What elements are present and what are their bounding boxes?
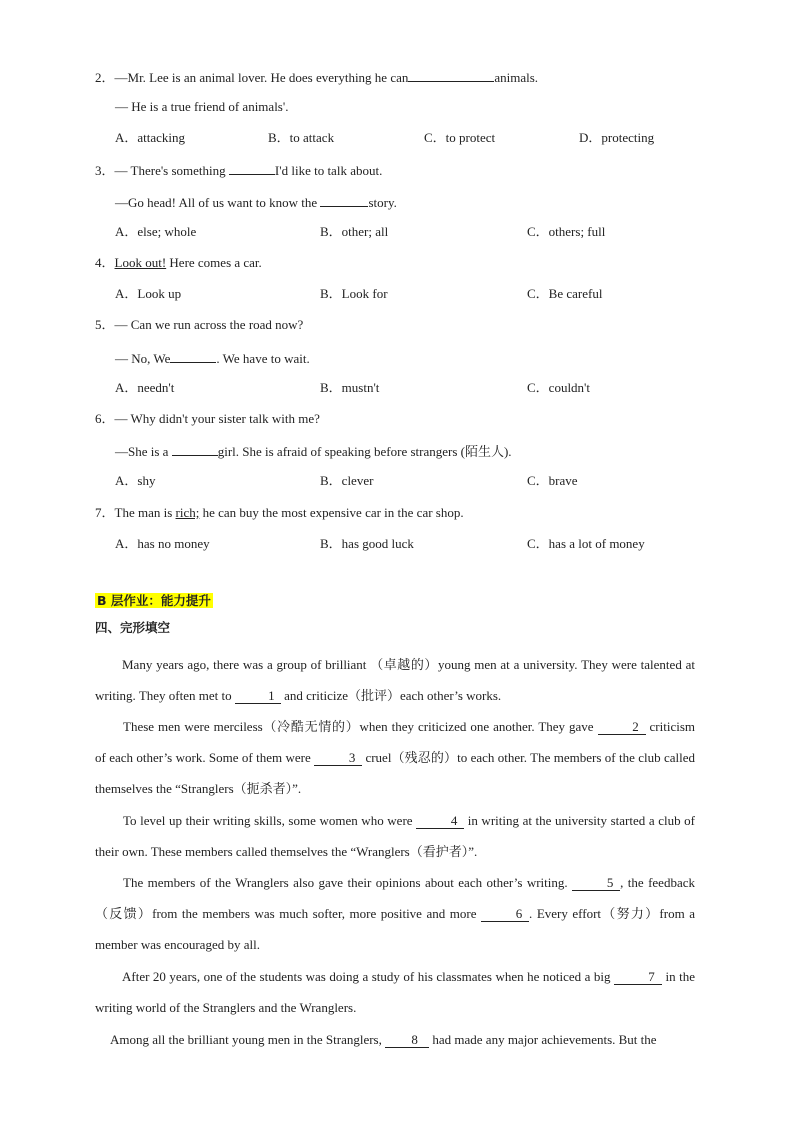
option-a: A．attacking (115, 130, 186, 145)
option-c: C．Be careful (527, 286, 603, 301)
answer-blank (170, 348, 216, 363)
cloze-blank-1: 1 (235, 689, 281, 704)
passage-paragraph-5: After 20 years, one of the students was doing a study of his classmates when he noticed a big 7 in the writing world of the Stranglers and the Wranglers. (95, 969, 695, 1015)
question-2-line-2: — He is a true friend of animals'. (115, 99, 289, 114)
option-a: A．else; whole (115, 224, 197, 239)
underlined-phrase: rich; (175, 505, 200, 520)
question-3-line-2: —Go head! All of us want to know the story. (115, 192, 397, 212)
cloze-blank-7: 7 (614, 970, 662, 985)
passage-paragraph-2: These men were merciless（冷酷无情的）when they criticized one another. They gave 2 criticism of each other’s work. Some of them were 3 cruel（残忍的）to each other. The members of the club called themselves the “Stranglers（扼杀者）”. (95, 719, 695, 796)
answer-blank (408, 67, 494, 82)
question-3-line-1: 3．— There's something I'd like to talk about. (95, 160, 382, 180)
question-4-line: 4．Look out! Here comes a car. (95, 255, 262, 270)
cloze-blank-3: 3 (314, 751, 362, 766)
question-2-line-1: 2．—Mr. Lee is an animal lover. He does everything he can animals. (95, 67, 538, 87)
question-5-line-2: — No, We . We have to wait. (115, 348, 310, 368)
question-6-line-1: 6．— Why didn't your sister talk with me? (95, 411, 320, 426)
passage-paragraph-6: Among all the brilliant young men in the Stranglers, 8 had made any major achievements. But the (110, 1032, 657, 1047)
option-a: A．shy (115, 473, 156, 488)
section-b-heading (95, 592, 213, 610)
answer-blank (320, 192, 368, 207)
option-c: C．couldn't (527, 380, 591, 395)
option-c: C．others; full (527, 224, 606, 239)
cloze-blank-6: 6 (481, 907, 529, 922)
option-b: B．mustn't (320, 380, 380, 395)
underlined-phrase: Look out! (114, 255, 167, 270)
cloze-heading: 四、完形填空 (95, 620, 171, 635)
passage-paragraph-1: Many years ago, there was a group of brilliant （卓越的）young men at a university. They were talented at writing. They often met to 1 and criticize（批评）each other’s works. (95, 657, 695, 703)
option-b: B．has good luck (320, 536, 414, 551)
option-b: B．to attack (268, 130, 335, 145)
option-b: B．clever (320, 473, 374, 488)
highlighted-badge: B 层作业：能力提升 (97, 593, 211, 608)
passage-paragraph-4: The members of the Wranglers also gave their opinions about each other’s writing. 5 , the feedback（反馈）from the members was much softer, more positive and more 6 . Every effort（努力）from a member was encouraged by all. (95, 875, 695, 952)
option-a: A．Look up (115, 286, 182, 301)
option-d: D．protecting (579, 130, 655, 145)
cloze-blank-8: 8 (385, 1033, 429, 1048)
option-b: B．Look for (320, 286, 388, 301)
option-a: A．needn't (115, 380, 175, 395)
cloze-blank-2: 2 (598, 720, 646, 735)
answer-blank (172, 441, 218, 456)
cloze-blank-4: 4 (416, 814, 464, 829)
option-b: B．other; all (320, 224, 389, 239)
option-c: C．has a lot of money (527, 536, 645, 551)
answer-blank (229, 160, 275, 175)
option-a: A．has no money (115, 536, 210, 551)
question-5-line-1: 5．— Can we run across the road now? (95, 317, 304, 332)
cloze-blank-5: 5 (572, 876, 620, 891)
option-c: C．to protect (424, 130, 496, 145)
option-c: C．brave (527, 473, 578, 488)
question-7-line: 7．The man is rich; he can buy the most expensive car in the car shop. (95, 505, 464, 520)
passage-paragraph-3: To level up their writing skills, some women who were 4 in writing at the university started a club of their own. These members called themselves the “Wranglers（看护者）”. (95, 813, 696, 859)
question-6-line-2: —She is a girl. She is afraid of speaking before strangers (陌生人). (115, 441, 512, 461)
